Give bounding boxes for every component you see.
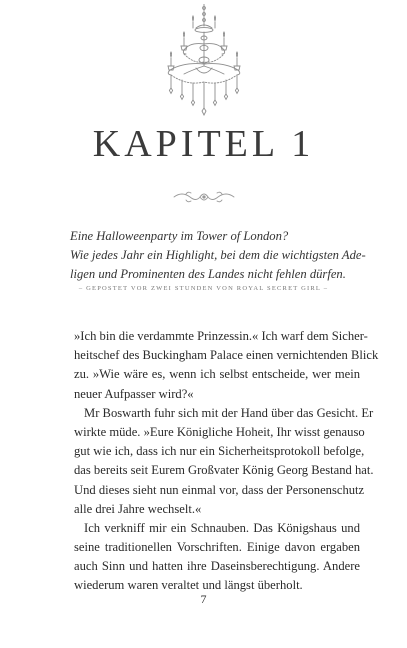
text-line: Ich verkniff mir ein Schnauben. Das Königshaus und [84, 520, 360, 535]
epigraph-line: Wie jedes Jahr ein Highlight, bei dem die wichtigsten Ade- [70, 248, 366, 262]
text-line: alle drei Jahre wechselt.« [74, 501, 202, 516]
text-line: zu. »Wie wäre es, wenn ich selbst entscheide, wer mein [74, 367, 360, 382]
epigraph [70, 227, 366, 284]
text-line: wiederum waren veraltet und längst überholt. [74, 578, 303, 593]
text-line: wirkte müde. »Eure Königliche Hoheit, Ihr wisst genauso [74, 424, 365, 439]
body-text [74, 327, 379, 596]
epigraph-line: Eine Halloweenparty im Tower of London? [70, 229, 289, 243]
chandelier-icon [160, 4, 248, 116]
text-line: Und dieses sieht nun einmal vor, dass der Personenschutz [74, 482, 365, 497]
text-line: das bereits seit Eurem Großvater König Georg Bestand hat. [74, 463, 374, 478]
text-line: gut wie ich, dass ich nur ein Sicherheitsprotokoll befolge, [74, 444, 365, 459]
text-line: auch Sinn und hatten ihre Daseinsberechtigung. Andere [74, 559, 360, 574]
text-line: neuer Aufpasser wird?« [74, 386, 194, 401]
text-line: Mr Boswarth fuhr sich mit der Hand über das Gesicht. Er [84, 405, 374, 420]
epigraph-source: – GEPOSTET VOR ZWEI STUNDEN VON ROYAL SECRET GIRL – [78, 285, 329, 292]
chapter-title: KAPITEL 1 [92, 123, 315, 165]
text-line: »Ich bin die verdammte Prinzessin.« Ich warf dem Sicher- [74, 329, 368, 343]
text-line: heitschef des Buckingham Palace einen vernichtenden Blick [74, 348, 379, 363]
flourish-ornament-icon [172, 189, 236, 205]
page-number: 7 [200, 592, 207, 606]
text-line: seine traditionellen Vorschriften. Einige davon ergaben [74, 540, 360, 555]
epigraph-line: ligen und Prominenten des Landes nicht fehlen dürfen. [70, 267, 346, 281]
